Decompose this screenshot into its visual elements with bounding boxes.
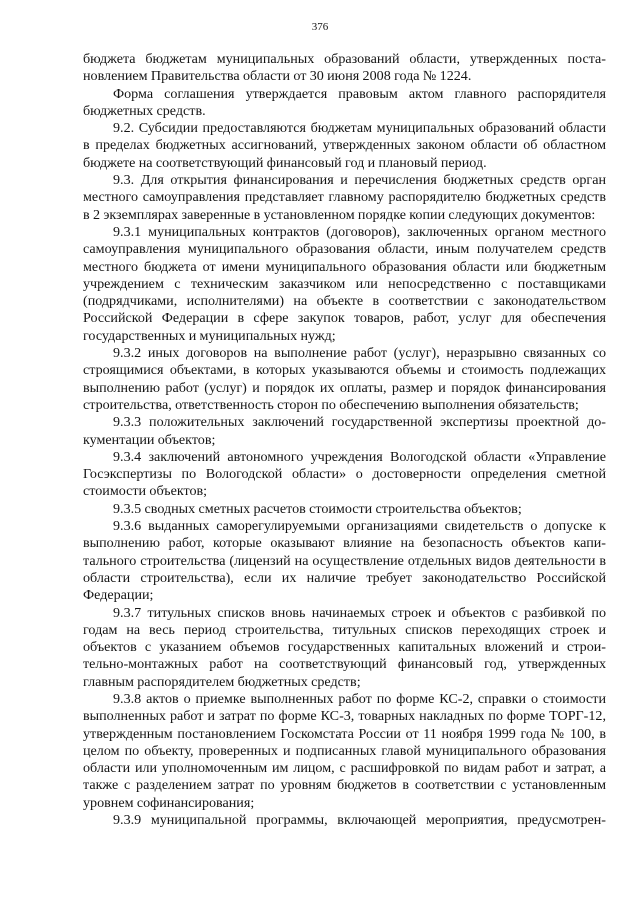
paragraph-9-3-4: 9.3.4 заключений автономного учреждения Вологодской области «Управление Госэкспертизы по Вологодской области» о достоверности определения сметной стоимости объектов; [83,448,606,500]
paragraph-9-2: 9.2. Субсидии предоставляются бюджетам муниципальных образований области в пределах бюджетных ассигнований, утвержденных законом области об областном бюджете на соответствующий финансовый год и плановый период. [83,120,606,171]
paragraph-continuation: бюджета бюджетам муниципальных образований области, утвержденных постановлением Правительства области от 30 июня 2008 года № 1224. [83,51,606,85]
paragraph-agreement-form: Форма соглашения утверждается правовым актом главного распорядителя бюджетных средств. [83,85,606,119]
paragraph-9-3-8: 9.3.8 актов о приемке выполненных работ по форме КС-2, справки о стоимости выполненных работ и затрат по форме КС-3, товарных накладных по форме ТОРГ-12, утвержденным постановлением Госкомстата России от 11 ноября 1999 года № 100, в целом по объекту, проверенных и подписанных главой муниципального образования области или уполномоченным им лицом, с расшифровкой по видам работ и затрат, а также с разделением затрат по уровням бюджетов в соответствии с установленным уровнем софинансирования; [83,690,606,811]
paragraph-9-3-6: 9.3.6 выданных саморегулируемыми организациями свидетельств о допуске к выполнению работ, которые оказывают влияние на безопасность объектов капитального строительства (лицензий на осуществление отдельных видов деятельности в области строительства), если их наличие требует законодательство Российской Федерации; [83,518,606,604]
paragraph-9-3-5: 9.3.5 сводных сметных расчетов стоимости строительства объектов; [113,500,522,517]
page-number: 376 [311,21,329,33]
paragraph-9-3-7: 9.3.7 титульных списков вновь начинаемых строек и объектов с разбивкой по годам на весь период строительства, титульных списков переходящих строек и объектов с указанием объемов государственных капитальных вложений и строительно-монтажных работ на соответствующий финансовый год, утвержденных главным распорядителем бюджетных средств; [83,604,606,690]
paragraph-9-3-2: 9.3.2 иных договоров на выполнение работ (услуг), неразрывно связанных со строящимися объектами, в которых указываются объемы и стоимость подлежащих выполнению работ (услуг) и порядок их оплаты, размер и порядок финансирования строительства, ответственность сторон по обеспечению выполнения обязательств; [83,345,606,413]
paragraph-9-3: 9.3. Для открытия финансирования и перечисления бюджетных средств орган местного самоуправления представляет главному распорядителю бюджетных средств в 2 экземплярах заверенные в установленном порядке копии следующих документов: [83,172,606,223]
body-text [83,51,606,829]
paragraph-9-3-9: 9.3.9 муниципальной программы, включающей мероприятия, предусмотрен- [113,812,606,829]
paragraph-9-3-1: 9.3.1 муниципальных контрактов (договоров), заключенных органом местного самоуправления муниципального образования области, иным получателем средств местного бюджета от имени муниципального образования области или бюджетным учреждением с техническим заказчиком или непосредственно с поставщиками (подрядчиками, исполнителями) на объекте в соответствии с законодательством Российской Федерации в сфере закупок товаров, работ, услуг для обеспечения государственных и муниципальных нужд; [83,223,606,344]
paragraph-9-3-3: 9.3.3 положительных заключений государственной экспертизы проектной документации объектов; [83,414,606,448]
